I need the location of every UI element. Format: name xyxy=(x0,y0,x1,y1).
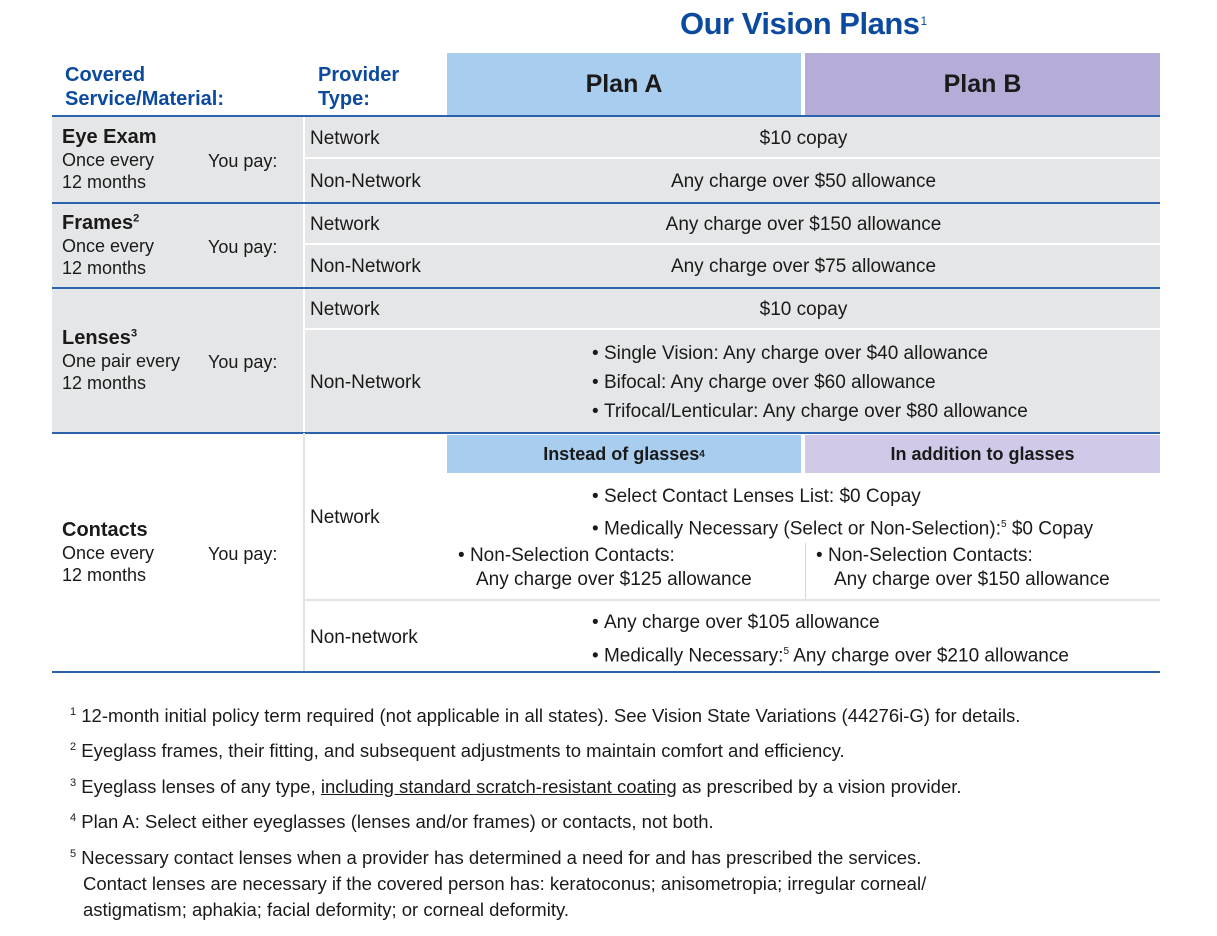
footnote-3: $^3$ Eyeglass lenses of any type, including standard scratch-resistant coating as prescribed by a vision provider. xyxy=(70,776,962,798)
provider-type-network: Network xyxy=(310,299,380,320)
lenses-network-value: $10 copay xyxy=(759,299,848,320)
list-item: • Single Vision: Any charge over $40 allowance xyxy=(592,343,989,364)
footnote-2: $^2$ Eyeglass frames, their fitting, and subsequent adjustments to maintain comfort and efficiency. xyxy=(70,740,845,762)
footnote-ref: 4 xyxy=(699,448,705,460)
provider-type-non-network: Non-network xyxy=(310,627,418,648)
plan-b-non-selection: • Non-Selection Contacts: Any charge over $150 allowance xyxy=(816,545,1110,590)
you-pay-label: You pay: xyxy=(208,151,278,171)
frames-network-value: Any charge over $150 allowance xyxy=(665,214,942,235)
divider xyxy=(52,671,1160,673)
list-item: • Select Contact Lenses List: $0 Copay xyxy=(592,486,921,507)
in-addition-to-glasses-header: In addition to glasses xyxy=(805,435,1160,473)
provider-type-network: Network xyxy=(310,507,380,528)
you-pay-label: You pay: xyxy=(208,352,278,372)
instead-of-glasses-header: Instead of glasses 4 xyxy=(447,435,801,473)
list-item: • Medically Necessary:$^5$ Any charge over $210 allowance xyxy=(592,645,1069,667)
provider-type-non-network: Non-Network xyxy=(310,171,421,192)
provider-type-network: Network xyxy=(310,214,380,235)
plan-a-header: Plan A xyxy=(447,53,801,115)
plan-a-non-selection: • Non-Selection Contacts: Any charge over $125 allowance xyxy=(458,545,752,590)
footnote-ref: 2 xyxy=(133,212,140,225)
footnote-ref: 5 xyxy=(783,646,789,657)
frames-label: Frames$^2$ Once every 12 months xyxy=(62,212,155,278)
provider-type-non-network: Non-Network xyxy=(310,256,421,277)
list-item: • Trifocal/Lenticular: Any charge over $80 allowance xyxy=(592,401,1028,422)
eye-exam-non-network-value: Any charge over $50 allowance xyxy=(670,171,937,192)
contacts-non-network-list xyxy=(592,608,1069,670)
lenses-label: Lenses$^3$ One pair every 12 months xyxy=(62,327,181,393)
plan-b-header: Plan B xyxy=(805,53,1160,115)
provider-type-non-network: Non-Network xyxy=(310,372,421,393)
divider xyxy=(52,115,1160,117)
footnote-5: $^5$ Necessary contact lenses when a provider has determined a need for and has prescribed the services. Contact lenses are necessary if the covered person has: keratoconus; anisometropia; irregular corneal/ astigmatism; aphakia; facial deformity; or corneal deformity. xyxy=(70,847,927,921)
provider-type-network: Network xyxy=(310,128,380,149)
footnote-ref: 3 xyxy=(130,327,138,340)
lenses-non-network-list xyxy=(592,339,1028,426)
page-title: Our Vision Plans$^1$ xyxy=(680,6,927,41)
divider xyxy=(52,287,1160,289)
footnote-1: $^1$ 12-month initial policy term required (not applicable in all states). See Vision State Variations (44276i-G) for details. xyxy=(70,705,1021,727)
provider-type-header: Provider Type: xyxy=(318,64,400,110)
contacts-network-list xyxy=(592,483,1093,543)
frames-non-network-value: Any charge over $75 allowance xyxy=(670,256,937,277)
divider xyxy=(52,202,1160,204)
footnote-ref: 1 xyxy=(920,14,927,28)
you-pay-label: You pay: xyxy=(208,544,278,564)
eye-exam-network-value: $10 copay xyxy=(759,128,848,149)
divider xyxy=(52,432,1160,434)
list-item: • Any charge over $105 allowance xyxy=(592,612,880,633)
list-item: • Medically Necessary (Select or Non-Selection):$^5$ $0 Copay xyxy=(592,518,1094,540)
covered-service-header: Covered Service/Material: xyxy=(65,64,224,110)
eye-exam-label: Eye Exam Once every 12 months xyxy=(62,126,157,192)
list-item: • Bifocal: Any charge over $60 allowance xyxy=(592,372,936,393)
footnote-ref: 5 xyxy=(1000,519,1007,530)
contacts-label: Contacts Once every 12 months xyxy=(62,519,155,585)
footnote-4: $^4$ Plan A: Select either eyeglasses (lenses and/or frames) or contacts, not both. xyxy=(70,811,714,833)
scratch-resistant-link[interactable]: including standard scratch-resistant coating xyxy=(320,776,677,798)
you-pay-label: You pay: xyxy=(208,237,278,257)
